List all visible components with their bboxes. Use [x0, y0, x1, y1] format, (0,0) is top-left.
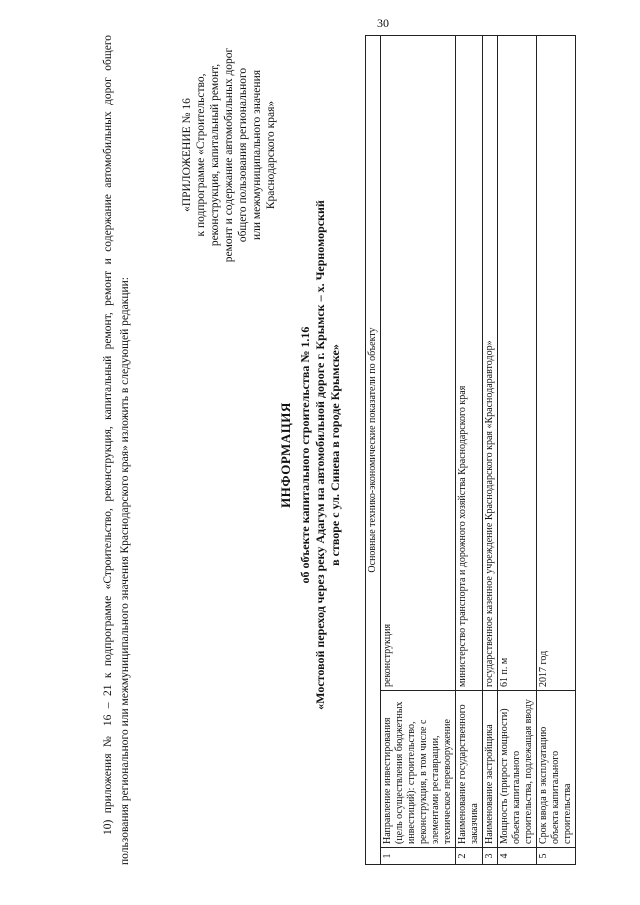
- appendix-line: Краснодарского края»: [265, 100, 277, 210]
- row-name: Наименование государственного заказчика: [456, 691, 483, 848]
- row-name: Направление инвестирования (цель осуществления бюджетных инвестиций): строительство, реконструкция, в том числе с элементами реставрации, техническое перевооружение: [381, 691, 456, 848]
- object-name-line-2: в створе с ул. Синева в городе Крымске»: [328, 344, 342, 566]
- row-value: государственное казенное учреждение Краснодарского края «Краснодаравтодор»: [483, 36, 498, 691]
- info-heading: [278, 105, 343, 805]
- appendix-line: к подпрограмме «Строительство,: [195, 73, 207, 237]
- row-number: 1: [381, 848, 456, 865]
- rotated-landscape-content: [100, 35, 610, 865]
- appendix-line: «ПРИЛОЖЕНИЕ № 16: [181, 98, 193, 212]
- row-name: Срок ввода в эксплуатацию объекта капитального строительства: [537, 691, 576, 848]
- row-value: 2017 год: [537, 36, 576, 691]
- info-title: ИНФОРМАЦИЯ: [278, 402, 293, 508]
- appendix-line: или межмуниципального значения: [251, 69, 263, 241]
- row-number: 3: [483, 848, 498, 865]
- table-row: [498, 36, 537, 865]
- table-header-row: [366, 36, 381, 865]
- appendix-line: ремонт и содержание автомобильных дорог: [223, 47, 235, 263]
- intro-paragraph: [100, 35, 134, 865]
- appendix-line: реконструкция, капитальный ремонт,: [209, 63, 221, 247]
- object-name-line-1: «Мостовой переход через реку Адагум на автомобильной дороге г. Крымск – х. Черноморский: [313, 200, 327, 710]
- page-number: 30: [377, 16, 389, 30]
- parameters-table: [365, 35, 576, 865]
- appendix-line: общего пользования регионального: [237, 67, 249, 243]
- row-value: министерство транспорта и дорожного хозяйства Краснодарского края: [456, 36, 483, 691]
- row-name: Наименование застройщика: [483, 691, 498, 848]
- row-number: 5: [537, 848, 576, 865]
- table-header: Основные технико-экономические показатели по объекту: [366, 36, 381, 865]
- row-number: 4: [498, 848, 537, 865]
- appendix-header: [180, 35, 278, 275]
- row-name: Мощность (прирост мощности) объекта капитального строительства, подлежащая вводу: [498, 691, 537, 848]
- info-subtitle: об объекте капитального строительства № 1.16: [298, 326, 312, 584]
- intro-text: 10) приложения № 16 – 21 к подпрограмме «Строительство, реконструкция, капитальный ремонт, ремонт и содержание автомобильных дорог общего пользования регионального или межмуниципального значения Краснодарского края» изложить в следующей редакции:: [102, 35, 131, 865]
- table-row: [483, 36, 498, 865]
- row-value: 61 п. м: [498, 36, 537, 691]
- table-row: [381, 36, 456, 865]
- table-row: [456, 36, 483, 865]
- row-value: реконструкция: [381, 36, 456, 691]
- row-number: 2: [456, 848, 483, 865]
- table-row: [537, 36, 576, 865]
